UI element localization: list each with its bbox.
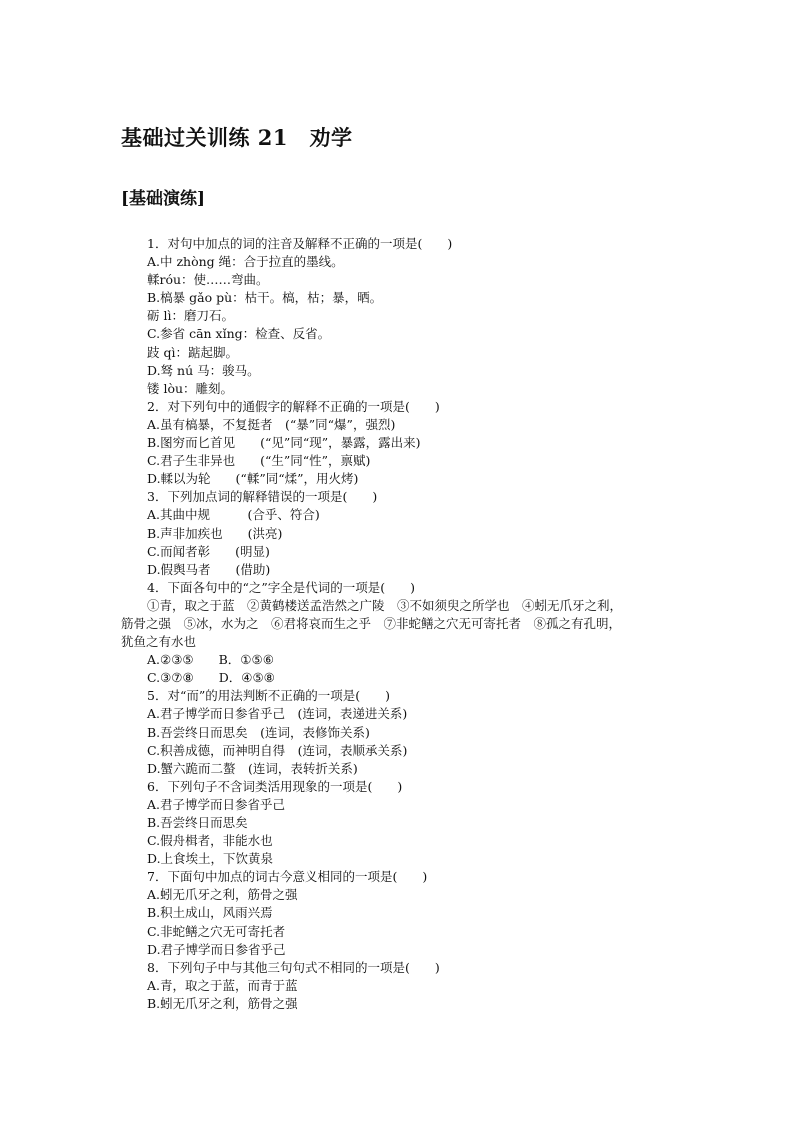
question-list: [121, 235, 681, 1013]
question-option: 镂 lòu：雕刻。: [147, 380, 234, 396]
question-option: D.上食埃土，下饮黄泉: [147, 851, 274, 867]
question-option: A.②③⑤ B．①⑤⑥: [147, 652, 274, 668]
question-option: A.其曲中规 (合乎、符合): [147, 507, 320, 523]
question-stem: 1．对句中加点的词的注音及解释不正确的一项是( ): [147, 236, 453, 251]
question-option: A.青，取之于蓝，而青于蓝: [147, 977, 298, 993]
question-option: A.中 zhòng 绳：合于拉直的墨线。: [147, 254, 344, 270]
question-stem: 8．下列句子中与其他三句句式不相同的一项是( ): [147, 959, 440, 975]
question-option: A.君子博学而日参省乎己: [147, 796, 286, 812]
question-option: B.蚓无爪牙之利，筋骨之强: [147, 995, 298, 1011]
question-option: C.③⑦⑧ D．④⑤⑧: [147, 670, 275, 686]
question-option: B.图穷而匕首见 (“见”同“现”，暴露，露出来): [147, 435, 421, 451]
question-option: C.非蛇鳝之穴无可寄托者: [147, 923, 286, 939]
section-heading: [基础演练]: [121, 189, 206, 209]
question-option: B.吾尝终日而思矣: [147, 815, 248, 830]
question-option: C.假舟楫者，非能水也: [147, 833, 273, 849]
question-option: D.驽 nú 马：骏马。: [147, 362, 260, 378]
question-option: C.积善成德，而神明自得 (连词，表顺承关系): [147, 742, 408, 758]
question-option: B.积土成山，风雨兴焉: [147, 905, 273, 921]
question-option: B.槁暴 gǎo pù：枯干。槁，枯；暴，晒。: [147, 290, 383, 306]
question-stem: 3．下列加点词的解释错误的一项是( ): [147, 489, 378, 505]
question-option: D.假舆马者 (借助): [147, 561, 271, 577]
question-stem: 4．下面各句中的“之”字全是代词的一项是( ): [147, 579, 415, 595]
question-option: C.而闻者彰 (明显): [147, 543, 270, 559]
question-option: C.君子生非异也 (“生”同“性”，禀赋): [147, 453, 371, 469]
question-option: D.君子博学而日参省乎己: [147, 941, 286, 957]
question-option: D.輮以为轮 (“輮”同“煣”，用火烤): [147, 471, 359, 487]
question-option: 輮róu：使……弯曲。: [147, 272, 269, 288]
question-option: 跂 qì：踮起脚。: [147, 344, 238, 360]
question-option: 犹鱼之有水也: [121, 634, 197, 650]
question-option: A.蚓无爪牙之利，筋骨之强: [147, 887, 298, 903]
question-option: B.吾尝终日而思矣 (连词，表修饰关系): [147, 724, 370, 740]
question-stem: 6．下列句子不含词类活用现象的一项是( ): [147, 778, 403, 794]
question-stem: 5．对“而”的用法判断不正确的一项是( ): [147, 688, 390, 704]
question-stem: 7．下面句中加点的词古今意义相同的一项是( ): [147, 869, 428, 885]
question-option: C.参省 cān xǐng：检查、反省。: [147, 326, 331, 342]
question-stem: 2．对下列句中的通假字的解释不正确的一项是( ): [147, 398, 440, 414]
question-option: A.虽有槁暴，不复挺者 (“暴”同“爆”，强烈): [147, 416, 396, 432]
question-option: 筋骨之强 ⑤冰，水为之 ⑥君将哀而生之乎 ⑦非蛇鳝之穴无可寄托者 ⑧孤之有孔明，: [121, 615, 622, 631]
page-title: 基础过关训练 21 劝学: [121, 125, 353, 150]
question-option: B.声非加疾也 (洪亮): [147, 525, 283, 541]
question-option: ①青，取之于蓝 ②黄鹤楼送孟浩然之广陵 ③不如须臾之所学也 ④蚓无爪牙之利，: [147, 597, 623, 613]
question-option: 砺 lì：磨刀石。: [147, 308, 234, 324]
question-option: A.君子博学而日参省乎己 (连词，表递进关系): [147, 706, 408, 722]
question-option: D.蟹六跪而二螯 (连词，表转折关系): [147, 760, 358, 776]
